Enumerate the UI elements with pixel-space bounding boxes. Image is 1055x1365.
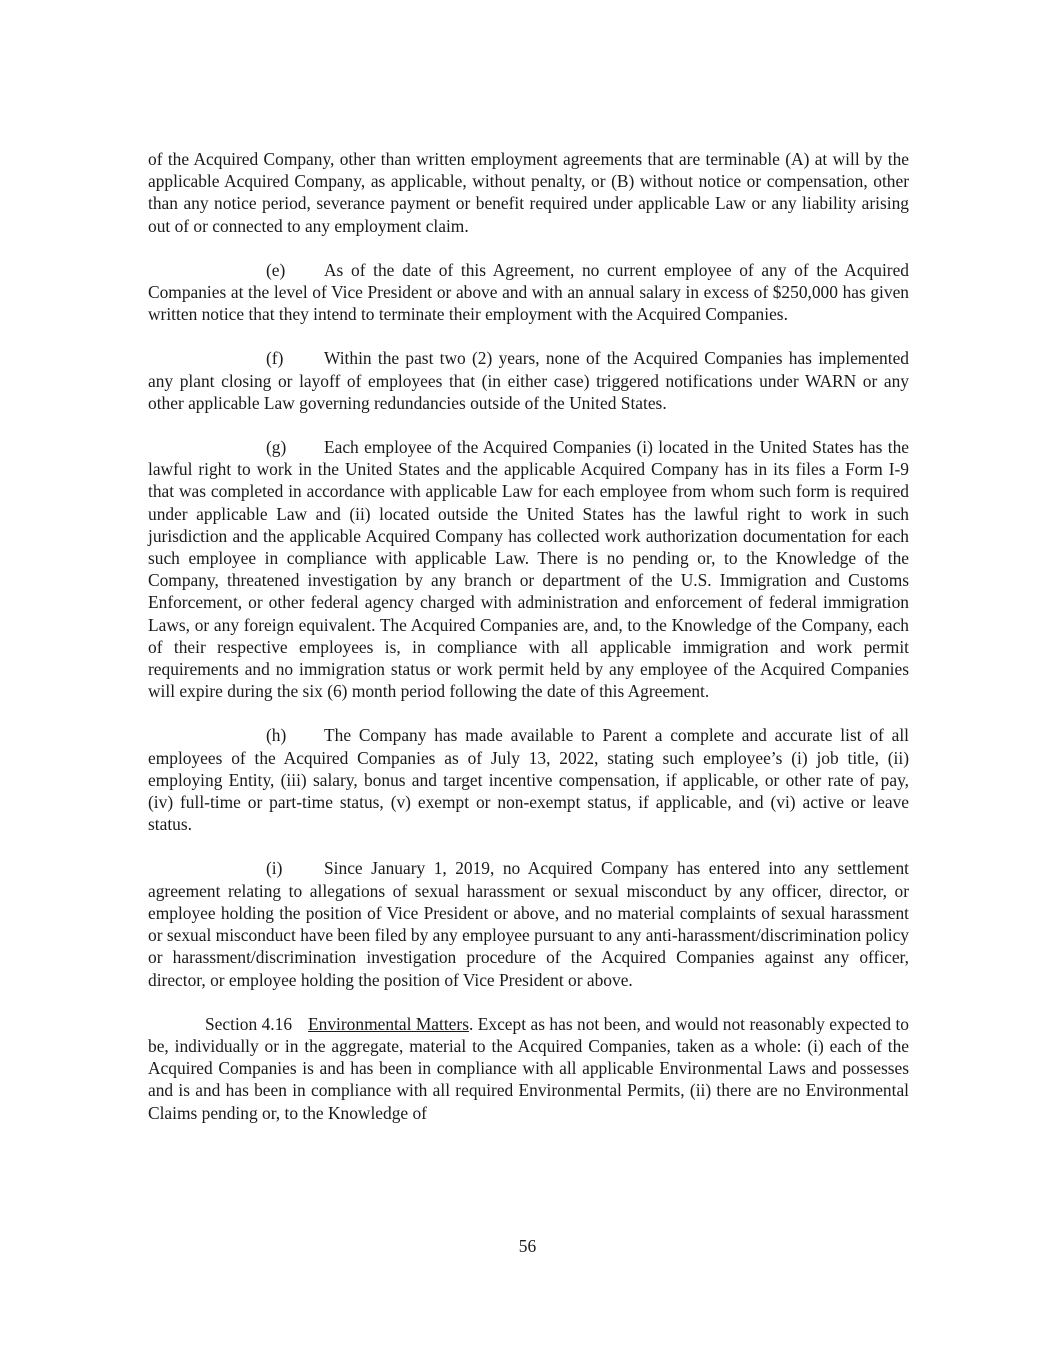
paragraph-g — [148, 436, 909, 702]
paragraph-marker: (h) — [266, 725, 287, 746]
document-page — [148, 148, 909, 1146]
paragraph-text: The Company has made available to Parent a complete and accurate list of all employees of the Acquired Companies as of July 13, 2022, stating such employee’s (i) job title, (ii) employing Entity, (iii) salary, bonus and target incentive compensation, if applicable, or other rate of pay, (iv) full-time or part-time status, (v) exempt or non-exempt status, if applicable, and (vi) active or leave status. — [148, 725, 909, 835]
paragraph-marker: (i) — [266, 858, 283, 879]
paragraph-e — [148, 259, 909, 326]
paragraph-continuation: of the Acquired Company, other than written employment agreements that are terminable (A) at will by the applicable Acquired Company, as applicable, without penalty, or (B) without notice or compensation, other than any notice period, severance payment or benefit required under applicable Law or any liability arising out of or connected to any employment claim. — [148, 149, 909, 236]
paragraph-text: Since January 1, 2019, no Acquired Company has entered into any settlement agreement relating to allegations of sexual harassment or sexual misconduct by any officer, director, or employee holding the position of Vice President or above, and no material complaints of sexual harassment or sexual misconduct have been filed by any employee pursuant to any anti-harassment/discrimination policy or harassment/discrimination investigation procedure of the Acquired Companies against any officer, director, or employee holding the position of Vice President or above. — [148, 858, 909, 990]
section-number: Section 4.16 — [205, 1013, 293, 1034]
page-number: 56 — [518, 1236, 537, 1256]
paragraph-marker: (e) — [266, 259, 286, 280]
paragraph-text: Within the past two (2) years, none of the Acquired Companies has implemented any plant closing or layoff of employees that (in either case) triggered notifications under WARN or any other applicable Law governing redundancies outside of the United States. — [148, 348, 909, 413]
paragraph-marker: (f) — [266, 348, 284, 369]
section-text: . Except as has not been, and would not reasonably expected to be, individually or in the aggregate, material to the Acquired Companies, taken as a whole: (i) each of the Acquired Companies is and has been in compliance with all applicable Environmental Laws and possesses and is and has been in compliance with all required Environmental Permits, (ii) there are no Environmental Claims pending or, to the Knowledge of — [148, 1013, 909, 1123]
paragraph-f — [148, 347, 909, 414]
paragraph-text: As of the date of this Agreement, no current employee of any of the Acquired Companies at the level of Vice President or above and with an annual salary in excess of $250,000 has given written notice that they intend to terminate their employment with the Acquired Companies. — [148, 259, 909, 325]
section-4-16 — [148, 1013, 909, 1124]
paragraph-marker: (g) — [266, 437, 287, 458]
paragraph-text: Each employee of the Acquired Companies (i) located in the United States has the lawful right to work in the United States and the applicable Acquired Company has in its files a Form I-9 that was completed in accordance with applicable Law for each employee from whom such form is required under applicable Law and (ii) located outside the United States has the lawful right to work in such jurisdiction and the applicable Acquired Company has collected work authorization documentation for each such employee in compliance with applicable Law. There is no pending or, to the Knowledge of the Company, threatened investigation by any branch or department of the U.S. Immigration and Customs Enforcement, or other federal agency charged with administration and enforcement of federal immigration Laws, or any foreign equivalent. The Acquired Companies are, and, to the Knowledge of the Company, each of their respective employees is, in compliance with all applicable immigration and work permit requirements and no immigration status or work permit held by any employee of the Acquired Companies will expire during the six (6) month period following the date of this Agreement. — [148, 437, 909, 702]
paragraph-i — [148, 857, 909, 990]
paragraph-h — [148, 724, 909, 835]
section-title: Environmental Matters — [308, 1013, 469, 1034]
